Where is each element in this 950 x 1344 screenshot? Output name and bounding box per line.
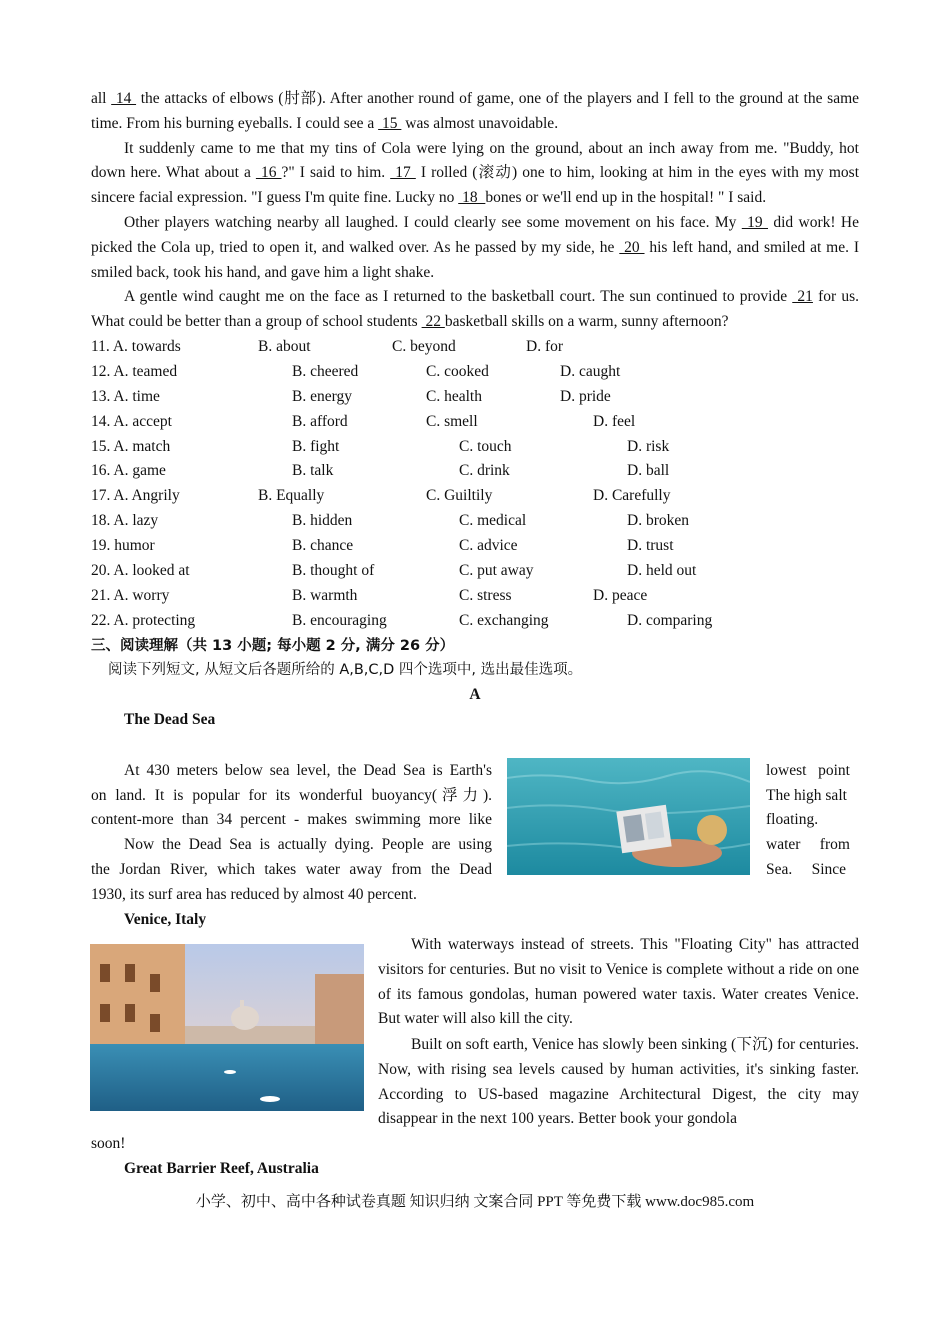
blank-21: 21 bbox=[792, 288, 813, 306]
dead-sea-line-2-right: The high salt bbox=[766, 787, 847, 804]
option-row-16: 16. A. game B. talk C. drink D. ball bbox=[91, 462, 670, 480]
dead-sea-photo bbox=[507, 758, 750, 875]
option-row-17: 17. A. Angrily B. Equally C. Guiltily D. Carefully bbox=[91, 487, 671, 505]
venice-paragraph-2-end: soon! bbox=[91, 1135, 126, 1152]
blank-20: 20 bbox=[619, 238, 645, 256]
option-row-12: 12. A. teamed B. cheered C. cooked D. caught bbox=[91, 362, 621, 380]
venice-photo bbox=[90, 944, 364, 1111]
section-instruction: 阅读下列短文, 从短文后各题所给的 A,B,C,D 四个选项中, 选出最佳选项。 bbox=[108, 662, 583, 679]
blank-15: 15 bbox=[378, 114, 402, 132]
venice-illustration bbox=[90, 944, 364, 1111]
section-title: 三、阅读理解（共 13 小题; 每小题 2 分, 满分 26 分） bbox=[91, 637, 455, 654]
blank-22: 22 bbox=[421, 313, 445, 331]
cloze-passage bbox=[91, 87, 859, 733]
dead-sea-line-1-right: lowest point bbox=[766, 762, 850, 779]
blank-18: 18 bbox=[458, 189, 486, 207]
option-row-11: 11. A. towards B. about C. beyond D. for bbox=[91, 337, 564, 355]
option-row-13: 13. A. time B. energy C. health D. pride bbox=[91, 387, 611, 405]
dead-sea-heading: The Dead Sea bbox=[124, 711, 216, 729]
dead-sea-line-3: content-more than 34 percent - makes swimming more like bbox=[91, 811, 492, 828]
dead-sea-line-4: Now the Dead Sea is actually dying. People are using bbox=[124, 836, 492, 853]
cloze-paragraph-1: all 14 the attacks of elbows (肘部). After another round of game, one of the players and I fell to the ground at the same time. From his burning eyeballs. I could see a 15 was almost unavoidable. bbox=[91, 90, 860, 132]
dead-sea-line-3-right: floating. bbox=[766, 811, 819, 828]
option-row-19: 19. humor B. chance C. advice D. trust bbox=[91, 537, 674, 555]
venice-paragraph-1: With waterways instead of streets. This "Floating City" has attracted visitors for centuries. But no visit to Venice is complete without a ride on one of its famous gondolas, human powered water taxis. Water creates Venice. But water will also kill the city. bbox=[378, 936, 859, 1028]
option-row-15: 15. A. match B. fight C. touch D. risk bbox=[91, 437, 670, 455]
option-row-20: 20. A. looked at B. thought of C. put away D. held out bbox=[91, 561, 697, 579]
blank-17: 17 bbox=[390, 164, 416, 182]
cloze-paragraph-3: Other players watching nearby all laughed. I could clearly see some movement on his face. My 19 did work! He picked the Cola up, tried to open it, and walked over. As he passed by my side, he 20 his left hand, and smiled at me. I smiled back, took his hand, and gave him a light shake. bbox=[91, 213, 860, 281]
reef-heading: Great Barrier Reef, Australia bbox=[124, 1160, 319, 1177]
dead-sea-line-5: the Jordan River, which takes water away from the Dead bbox=[91, 861, 492, 878]
dead-sea-line-6: 1930, its surf area has reduced by almost 40 percent. bbox=[91, 886, 417, 903]
dead-sea-line-4-right: water from bbox=[766, 836, 850, 853]
dead-sea-illustration bbox=[507, 758, 750, 875]
dead-sea-line-1: At 430 meters below sea level, the Dead Sea is Earth's bbox=[124, 762, 492, 779]
option-row-18: 18. A. lazy B. hidden C. medical D. broken bbox=[91, 512, 689, 530]
venice-heading: Venice, Italy bbox=[124, 911, 207, 928]
options-list bbox=[91, 335, 859, 634]
option-row-22: 22. A. protecting B. encouraging C. exchanging D. comparing bbox=[91, 611, 713, 629]
venice-paragraph-2: Built on soft earth, Venice has slowly been sinking (下沉) for centuries. Now, with rising sea levels caused by human activities, it's sinking faster. According to US-based magazine Architectural Digest, the city may disappear in the next 100 years. Better book your gondola bbox=[378, 1036, 859, 1128]
page-footer: 小学、初中、高中各种试卷真题 知识归纳 文案合同 PPT 等免费下载 www.doc985.com bbox=[195, 1194, 755, 1210]
option-row-21: 21. A. worry B. warmth C. stress D. peace bbox=[91, 586, 648, 604]
cloze-paragraph-2: It suddenly came to me that my tins of Cola were lying on the ground, about an inch away from me. "Buddy, hot down here. What about a 16 ?" I said to him. 17 I rolled (滚动) one to him, looking at him in the eyes with my most sincere facial expression. "I guess I'm quite fine. Lucky no 18 bones or we'll end up in the hospital! " I said. bbox=[91, 139, 859, 207]
blank-16: 16 bbox=[255, 164, 282, 182]
passage-letter: A bbox=[469, 686, 481, 704]
dead-sea-line-5-right: Sea. Since bbox=[766, 861, 847, 878]
blank-19: 19 bbox=[741, 213, 769, 231]
blank-14: 14 bbox=[111, 90, 137, 107]
option-row-14: 14. A. accept B. afford C. smell D. feel bbox=[91, 412, 636, 430]
cloze-paragraph-4: A gentle wind caught me on the face as I returned to the basketball court. The sun continued to provide 21 for us. What could be better than a group of school students 22 basketball skills on a warm, sunny afternoon? bbox=[91, 288, 860, 331]
dead-sea-line-2: on land. It is popular for its wonderful buoyancy(浮力). bbox=[91, 787, 492, 804]
